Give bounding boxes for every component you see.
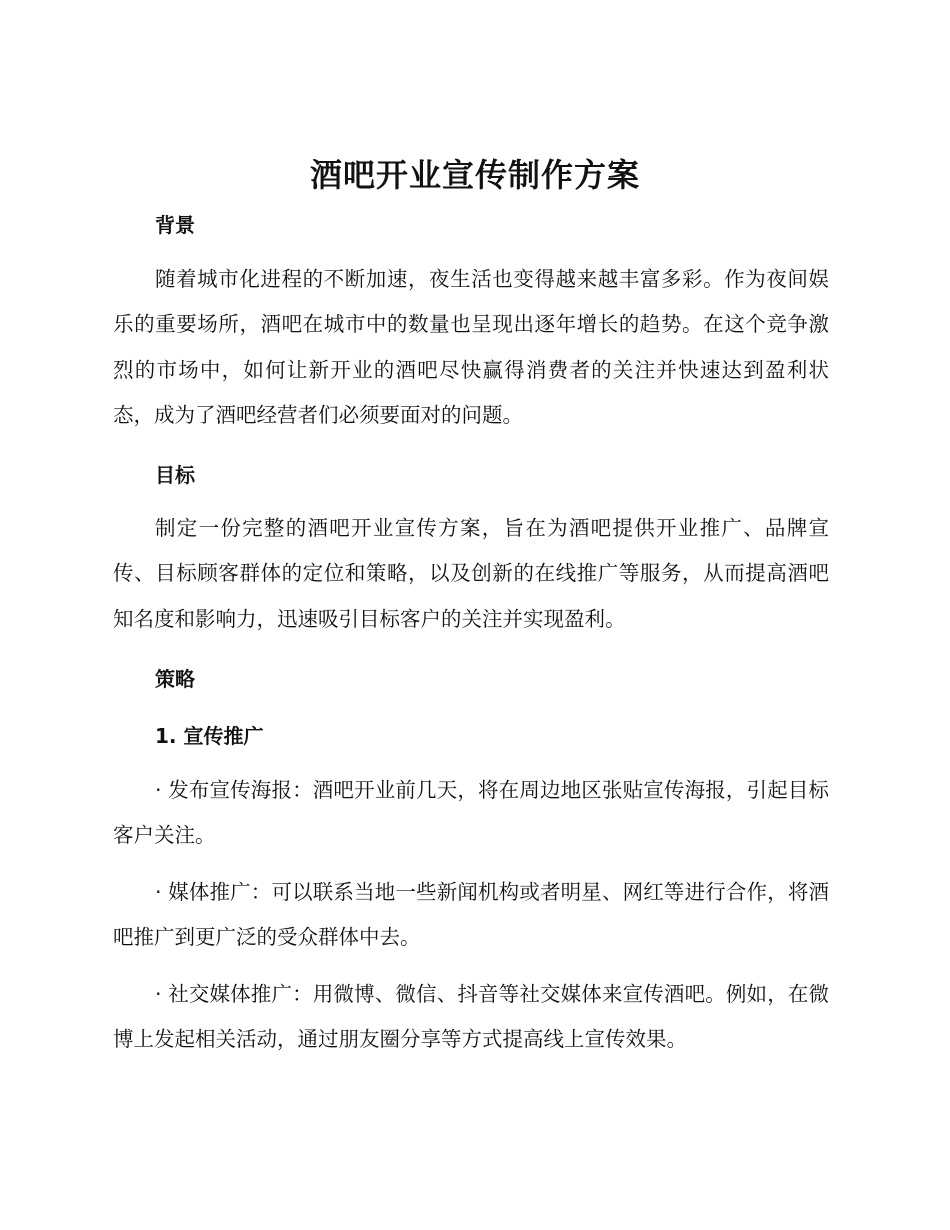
document-title: 酒吧开业宣传制作方案 <box>309 156 640 194</box>
section-heading-background: 背景 <box>155 213 195 237</box>
strategy-item-media: · 媒体推广：可以联系当地一些新闻机构或者明星、网红等进行合作，将酒吧推广到更广泛的受众群体中去。 <box>113 880 829 950</box>
background-paragraph: 随着城市化进程的不断加速，夜生活也变得越来越丰富多彩。作为夜间娱乐的重要场所，酒吧在城市中的数量也呈现出逐年增长的趋势。在这个竞争激烈的市场中，如何让新开业的酒吧尽快赢得消费者的关注并快速达到盈利状态，成为了酒吧经营者们必须要面对的问题。 <box>113 267 829 427</box>
strategy-item-social-media: · 社交媒体推广：用微博、微信、抖音等社交媒体来宣传酒吧。例如，在微博上发起相关活动，通过朋友圈分享等方式提高线上宣传效果。 <box>113 982 829 1052</box>
section-heading-goal: 目标 <box>155 463 195 487</box>
strategy-subheading-promotion: 1. 宣传推广 <box>155 724 264 748</box>
goal-paragraph: 制定一份完整的酒吧开业宣传方案，旨在为酒吧提供开业推广、品牌宣传、目标顾客群体的定位和策略，以及创新的在线推广等服务，从而提高酒吧知名度和影响力，迅速吸引目标客户的关注并实现盈利。 <box>113 516 829 631</box>
section-heading-strategy: 策略 <box>155 667 195 691</box>
strategy-item-poster: · 发布宣传海报：酒吧开业前几天，将在周边地区张贴宣传海报，引起目标客户关注。 <box>113 778 829 848</box>
